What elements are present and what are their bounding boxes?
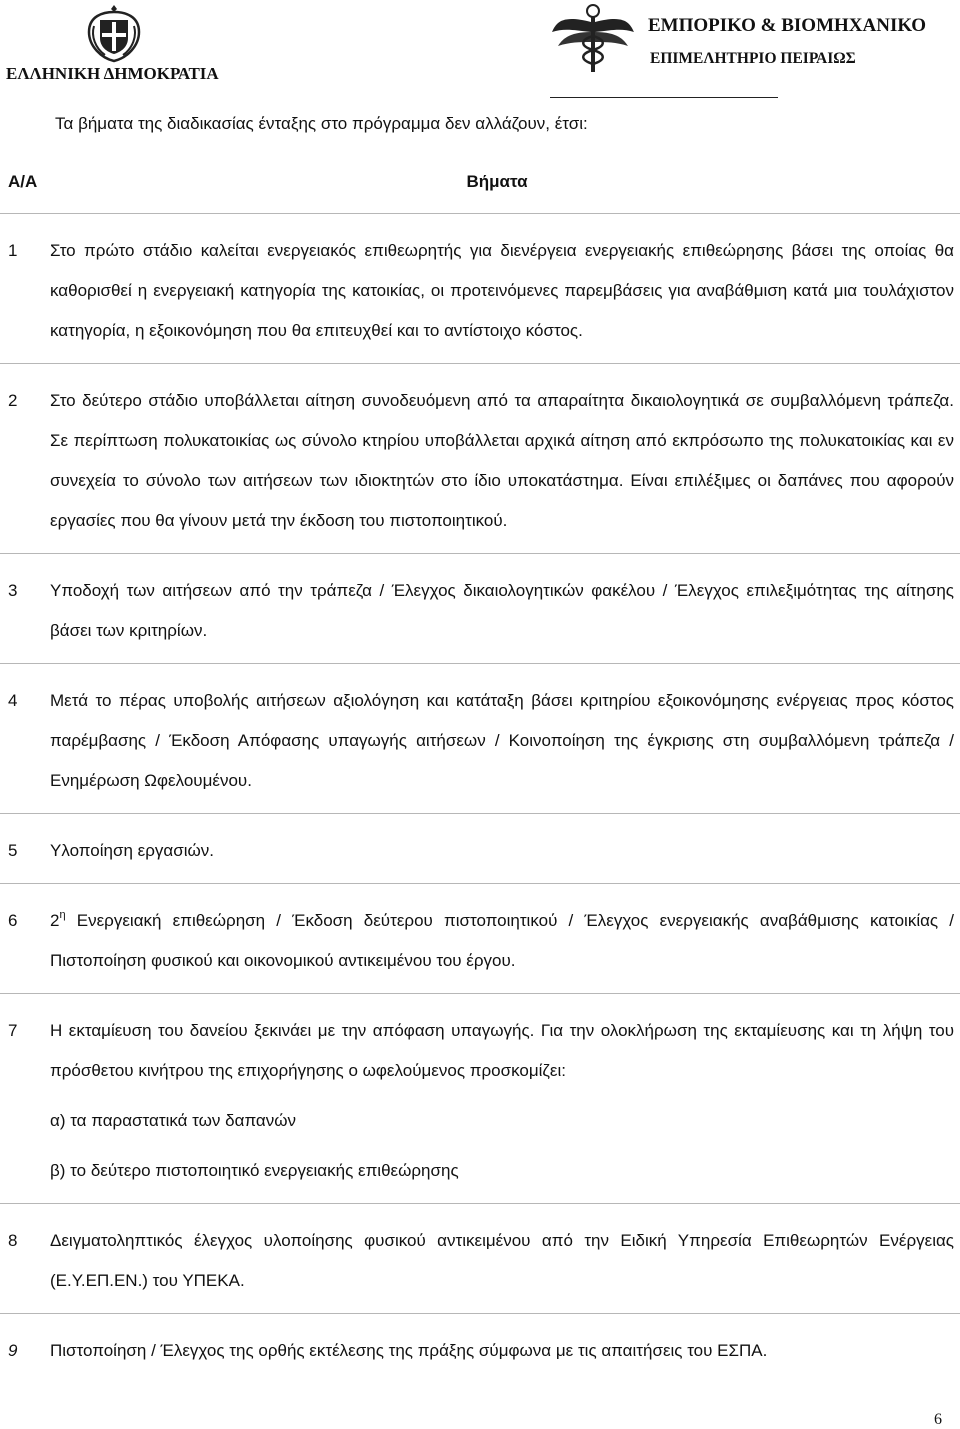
- table-row: [0, 214, 960, 364]
- step-text: Στο πρώτο στάδιο καλείται ενεργειακός επιθεωρητής για διενέργεια ενεργειακής επιθεώρησης βάσει της οποίας θα καθορισθεί η ενεργειακή κατηγορία της κατοικίας, οι προτεινόμενες παρεμβάσεις για αναβάθμιση κατά μια τουλάχιστον κατηγορία, η εξοικονόμηση που θα επιτευχθεί και το αντίστοιχο κόστος.: [44, 214, 960, 364]
- chamber-caduceus-wings-icon: [550, 2, 636, 76]
- step-number: 2: [0, 364, 44, 554]
- table-row: [0, 554, 960, 664]
- header-left: [0, 0, 240, 92]
- step-number: 4: [0, 664, 44, 814]
- step-text: Η εκταμίευση του δανείου ξεκινάει με την απόφαση υπαγωγής. Για την ολοκλήρωση της εκταμίευσης και τη λήψη του πρόσθετου κινήτρου της επιχορήγησης ο ωφελούμενος προσκομίζει:: [50, 1021, 954, 1080]
- step-text: Ενεργειακή επιθεώρηση / Έκδοση δεύτερου πιστοποιητικού / Έλεγχος ενεργειακής αναβάθμισης κατοικίας / Πιστοποίηση φυσικού και οικονομικού αντικειμένου του έργου.: [50, 911, 954, 970]
- step-number: 1: [0, 214, 44, 364]
- step-ordinal: 2: [50, 911, 60, 930]
- step-text: Υλοποίηση εργασιών.: [44, 814, 960, 884]
- table-row: [0, 814, 960, 884]
- step-text: Στο δεύτερο στάδιο υποβάλλεται αίτηση συνοδευόμενη από τα απαραίτητα δικαιολογητικά σε συμβαλλόμενη τράπεζα. Σε περίπτωση πολυκατοικίας ως σύνολο κτηρίου υποβάλλεται αρχικά αίτηση από εκπρόσωπο της πολυκατοικίας και εν συνεχεία το σύνολο των αιτήσεων των ιδιοκτητών στο ίδιο υποκατάστημα. Είναι επιλέξιμες οι δαπάνες που αφορούν εργασίες που θα γίνουν μετά την έκδοση του πιστοποιητικού.: [44, 364, 960, 554]
- step-number: 7: [0, 994, 44, 1204]
- table-row: [0, 664, 960, 814]
- table-row: [0, 884, 960, 994]
- step-text: Πιστοποίηση / Έλεγχος της ορθής εκτέλεσης της πράξης σύμφωνα με τις απαιτήσεις του ΕΣΠΑ.: [44, 1314, 960, 1384]
- step-number: 5: [0, 814, 44, 884]
- table-row: [0, 1204, 960, 1314]
- header-right: [550, 0, 960, 100]
- steps-table: [0, 153, 960, 1383]
- step-number: 6: [0, 884, 44, 994]
- table-row: [0, 1314, 960, 1384]
- intro-text: Τα βήματα της διαδικασίας ένταξης στο πρόγραμμα δεν αλλάζουν, έτσι:: [55, 114, 588, 133]
- step-number: 9: [0, 1314, 44, 1384]
- issuer-title: ΕΛΛΗΝΙΚΗ ΔΗΜΟΚΡΑΤΙΑ: [6, 64, 219, 83]
- column-header-steps: Βήματα: [466, 172, 528, 191]
- page-number: 6: [934, 1411, 942, 1428]
- step-subitem-a: α) τα παραστατικά των δαπανών: [50, 1111, 297, 1130]
- step-text-container: [44, 994, 960, 1204]
- step-text: Υποδοχή των αιτήσεων από την τράπεζα / Έλεγχος δικαιολογητικών φακέλου / Έλεγχος επιλεξιμότητας της αίτησης βάσει των κριτηρίων.: [44, 554, 960, 664]
- chamber-title-line2: ΕΠΙΜΕΛΗΤΗΡΙΟ ΠΕΙΡΑΙΩΣ: [650, 50, 856, 67]
- step-number: 8: [0, 1204, 44, 1314]
- table-row: [0, 364, 960, 554]
- table-row: [0, 994, 960, 1204]
- step-subitem-b: β) το δεύτερο πιστοποιητικό ενεργειακής επιθεώρησης: [50, 1161, 459, 1180]
- chamber-title-line1: ΕΜΠΟΡΙΚΟ & ΒΙΟΜΗΧΑΝΙΚΟ: [648, 15, 927, 36]
- greek-coat-of-arms-icon: [83, 2, 145, 64]
- step-text: Μετά το πέρας υποβολής αιτήσεων αξιολόγηση και κατάταξη βάσει κριτηρίου εξοικονόμησης ενέργειας προς κόστος παρέμβασης / Έκδοση Απόφασης υπαγωγής αιτήσεων / Κοινοποίηση της έγκρισης στη συμβαλλόμενη τράπεζα / Ενημέρωση Ωφελουμένου.: [44, 664, 960, 814]
- step-text-container: [44, 884, 960, 994]
- column-header-number: Α/Α: [8, 172, 38, 191]
- step-text: Δειγματοληπτικός έλεγχος υλοποίησης φυσικού αντικειμένου από την Ειδική Υπηρεσία Επιθεωρητών Ενέργειας (Ε.Υ.ΕΠ.ΕΝ.) του ΥΠΕΚΑ.: [44, 1204, 960, 1314]
- ordinal-superscript: η: [59, 909, 66, 921]
- header-rule: [550, 97, 778, 98]
- table-header-row: [0, 153, 960, 214]
- step-number: 3: [0, 554, 44, 664]
